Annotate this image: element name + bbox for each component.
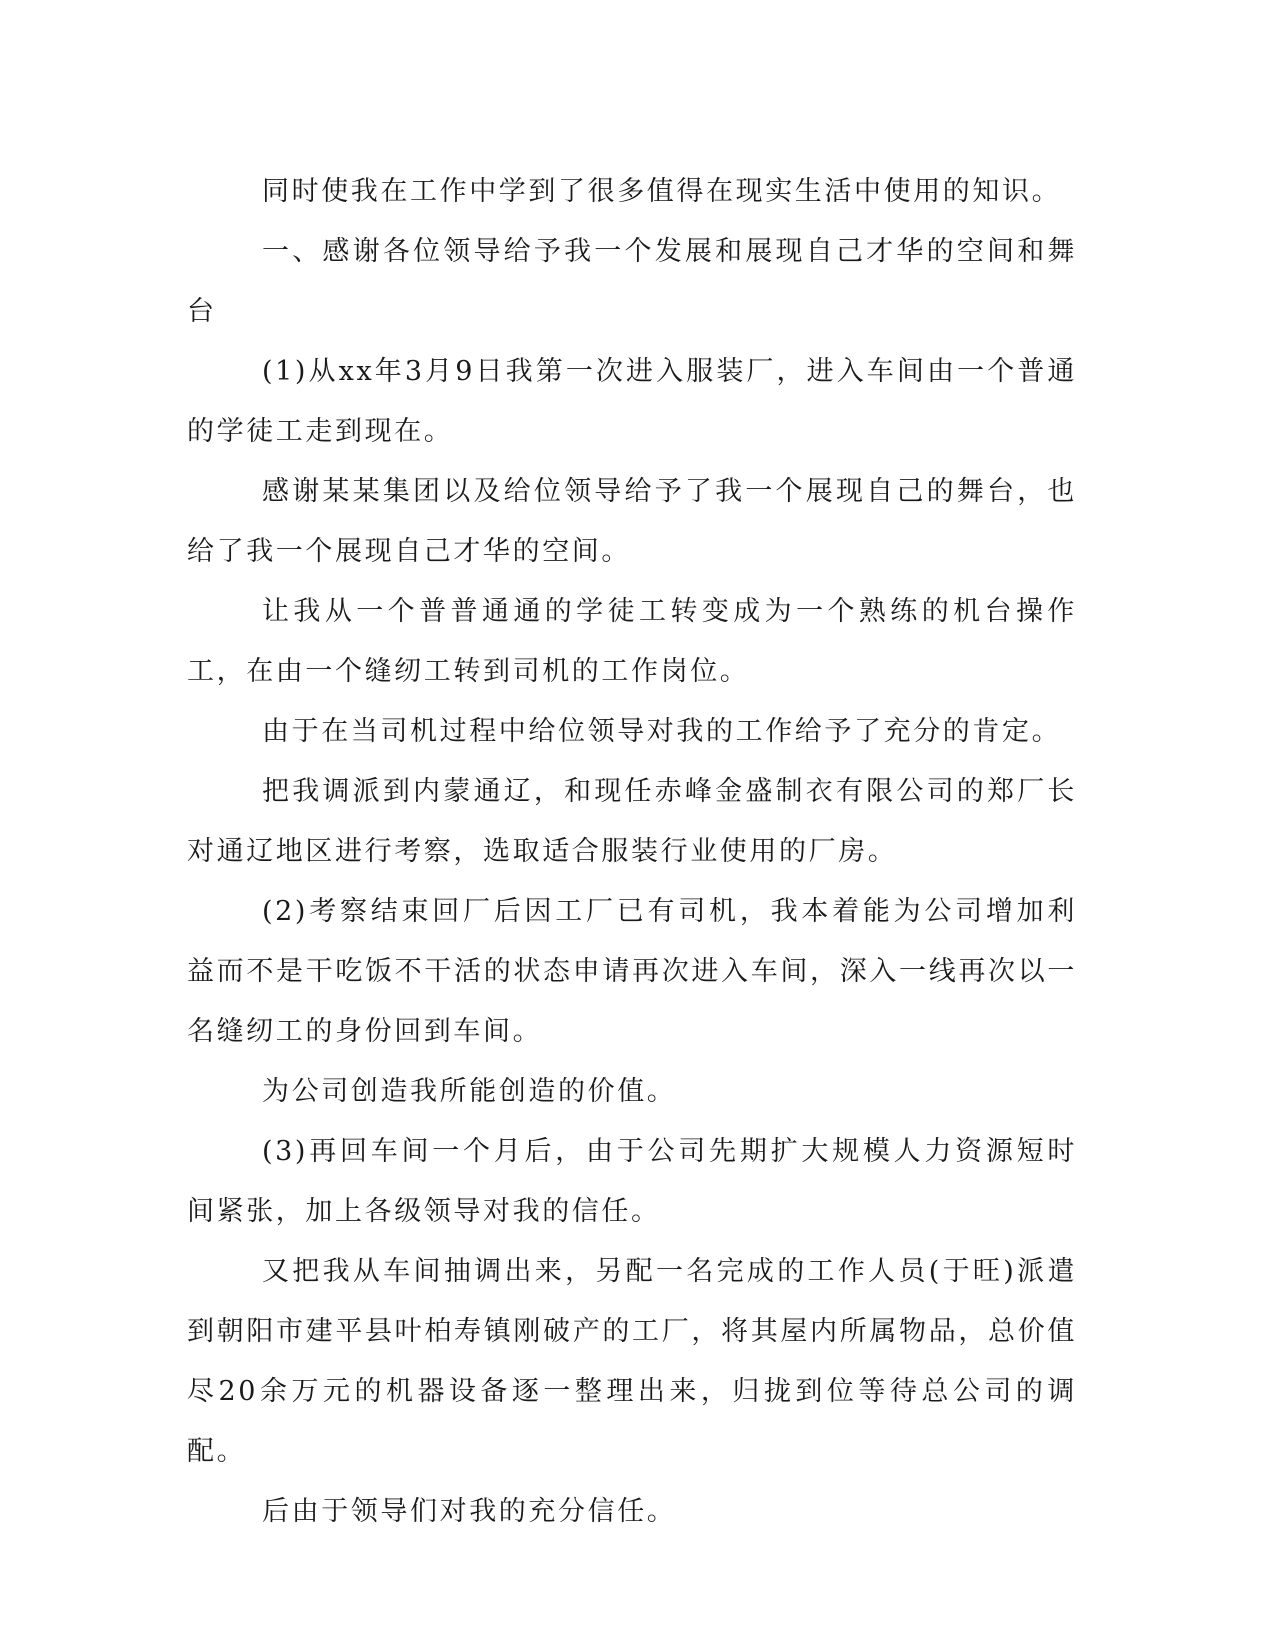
paragraph: 一、感谢各位领导给予我一个发展和展现自己才华的空间和舞台 — [187, 236, 1077, 327]
paragraph: 后由于领导们对我的充分信任。 — [262, 1496, 677, 1527]
paragraph: 又把我从车间抽调出来，另配一名完成的工作人员(于旺)派遣到朝阳市建平县叶柏寿镇刚破产的工厂，将其屋内所属物品，总价值尽20余万元的机器设备逐一整理出来，归拢到位等待总公司的调配。 — [187, 1256, 1077, 1467]
paragraph: (2)考察结束回厂后因工厂已有司机，我本着能为公司增加利益而不是干吃饭不干活的状态申请再次进入车间，深入一线再次以一名缝纫工的身份回到车间。 — [187, 896, 1077, 1047]
paragraph: 把我调派到内蒙通辽，和现任赤峰金盛制衣有限公司的郑厂长对通辽地区进行考察，选取适合服装行业使用的厂房。 — [187, 776, 1077, 867]
paragraph: 由于在当司机过程中给位领导对我的工作给予了充分的肯定。 — [262, 716, 1062, 747]
paragraph: 让我从一个普普通通的学徒工转变成为一个熟练的机台操作工，在由一个缝纫工转到司机的工作岗位。 — [187, 596, 1077, 687]
paragraph: (1)从xx年3月9日我第一次进入服装厂，进入车间由一个普通的学徒工走到现在。 — [187, 356, 1077, 447]
paragraph: 为公司创造我所能创造的价值。 — [262, 1076, 677, 1107]
paragraph: 同时使我在工作中学到了很多值得在现实生活中使用的知识。 — [262, 176, 1062, 207]
paragraph: 感谢某某集团以及给位领导给予了我一个展现自己的舞台，也给了我一个展现自己才华的空间。 — [187, 476, 1077, 567]
paragraph: (3)再回车间一个月后，由于公司先期扩大规模人力资源短时间紧张，加上各级领导对我的信任。 — [187, 1136, 1077, 1227]
document-body — [187, 162, 1077, 1542]
